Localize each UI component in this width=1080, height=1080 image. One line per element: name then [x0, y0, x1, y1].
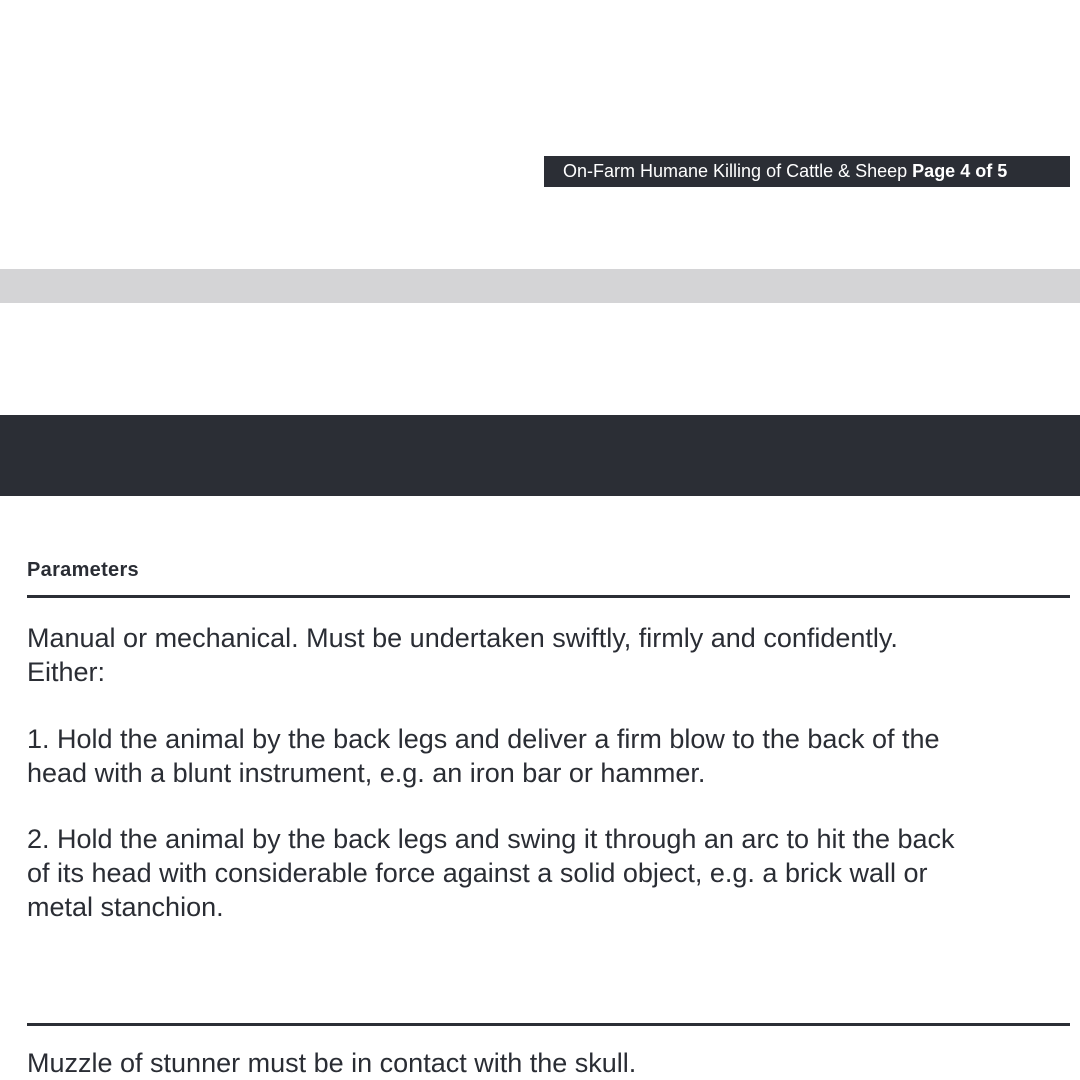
- method-item-line: metal stanchion.: [27, 892, 224, 922]
- section-rule: [27, 1023, 1070, 1026]
- method-item-line: head with a blunt instrument, e.g. an iron bar or hammer.: [27, 758, 706, 788]
- document-title: On-Farm Humane Killing of Cattle & Sheep: [563, 161, 908, 181]
- gray-divider-band: [0, 269, 1080, 303]
- page-number: Page 4 of 5: [912, 161, 1008, 181]
- method-item-line: 1. Hold the animal by the back legs and deliver a firm blow to the back of the: [27, 724, 940, 754]
- section-heading: Parameters: [27, 559, 139, 581]
- stunner-note: Muzzle of stunner must be in contact with the skull.: [27, 1048, 637, 1078]
- intro-line: Either:: [27, 657, 106, 687]
- page-header-badge: [544, 156, 1070, 187]
- heading-rule: [27, 595, 1070, 598]
- intro-line: Manual or mechanical. Must be undertaken swiftly, firmly and confidently.: [27, 623, 898, 653]
- method-item-line: of its head with considerable force against a solid object, e.g. a brick wall or: [27, 858, 928, 888]
- intro-paragraph: [27, 621, 1057, 689]
- method-item-2: [27, 822, 1057, 924]
- dark-section-band: [0, 415, 1080, 496]
- method-item-line: 2. Hold the animal by the back legs and swing it through an arc to hit the back: [27, 824, 955, 854]
- method-item-1: [27, 722, 1057, 790]
